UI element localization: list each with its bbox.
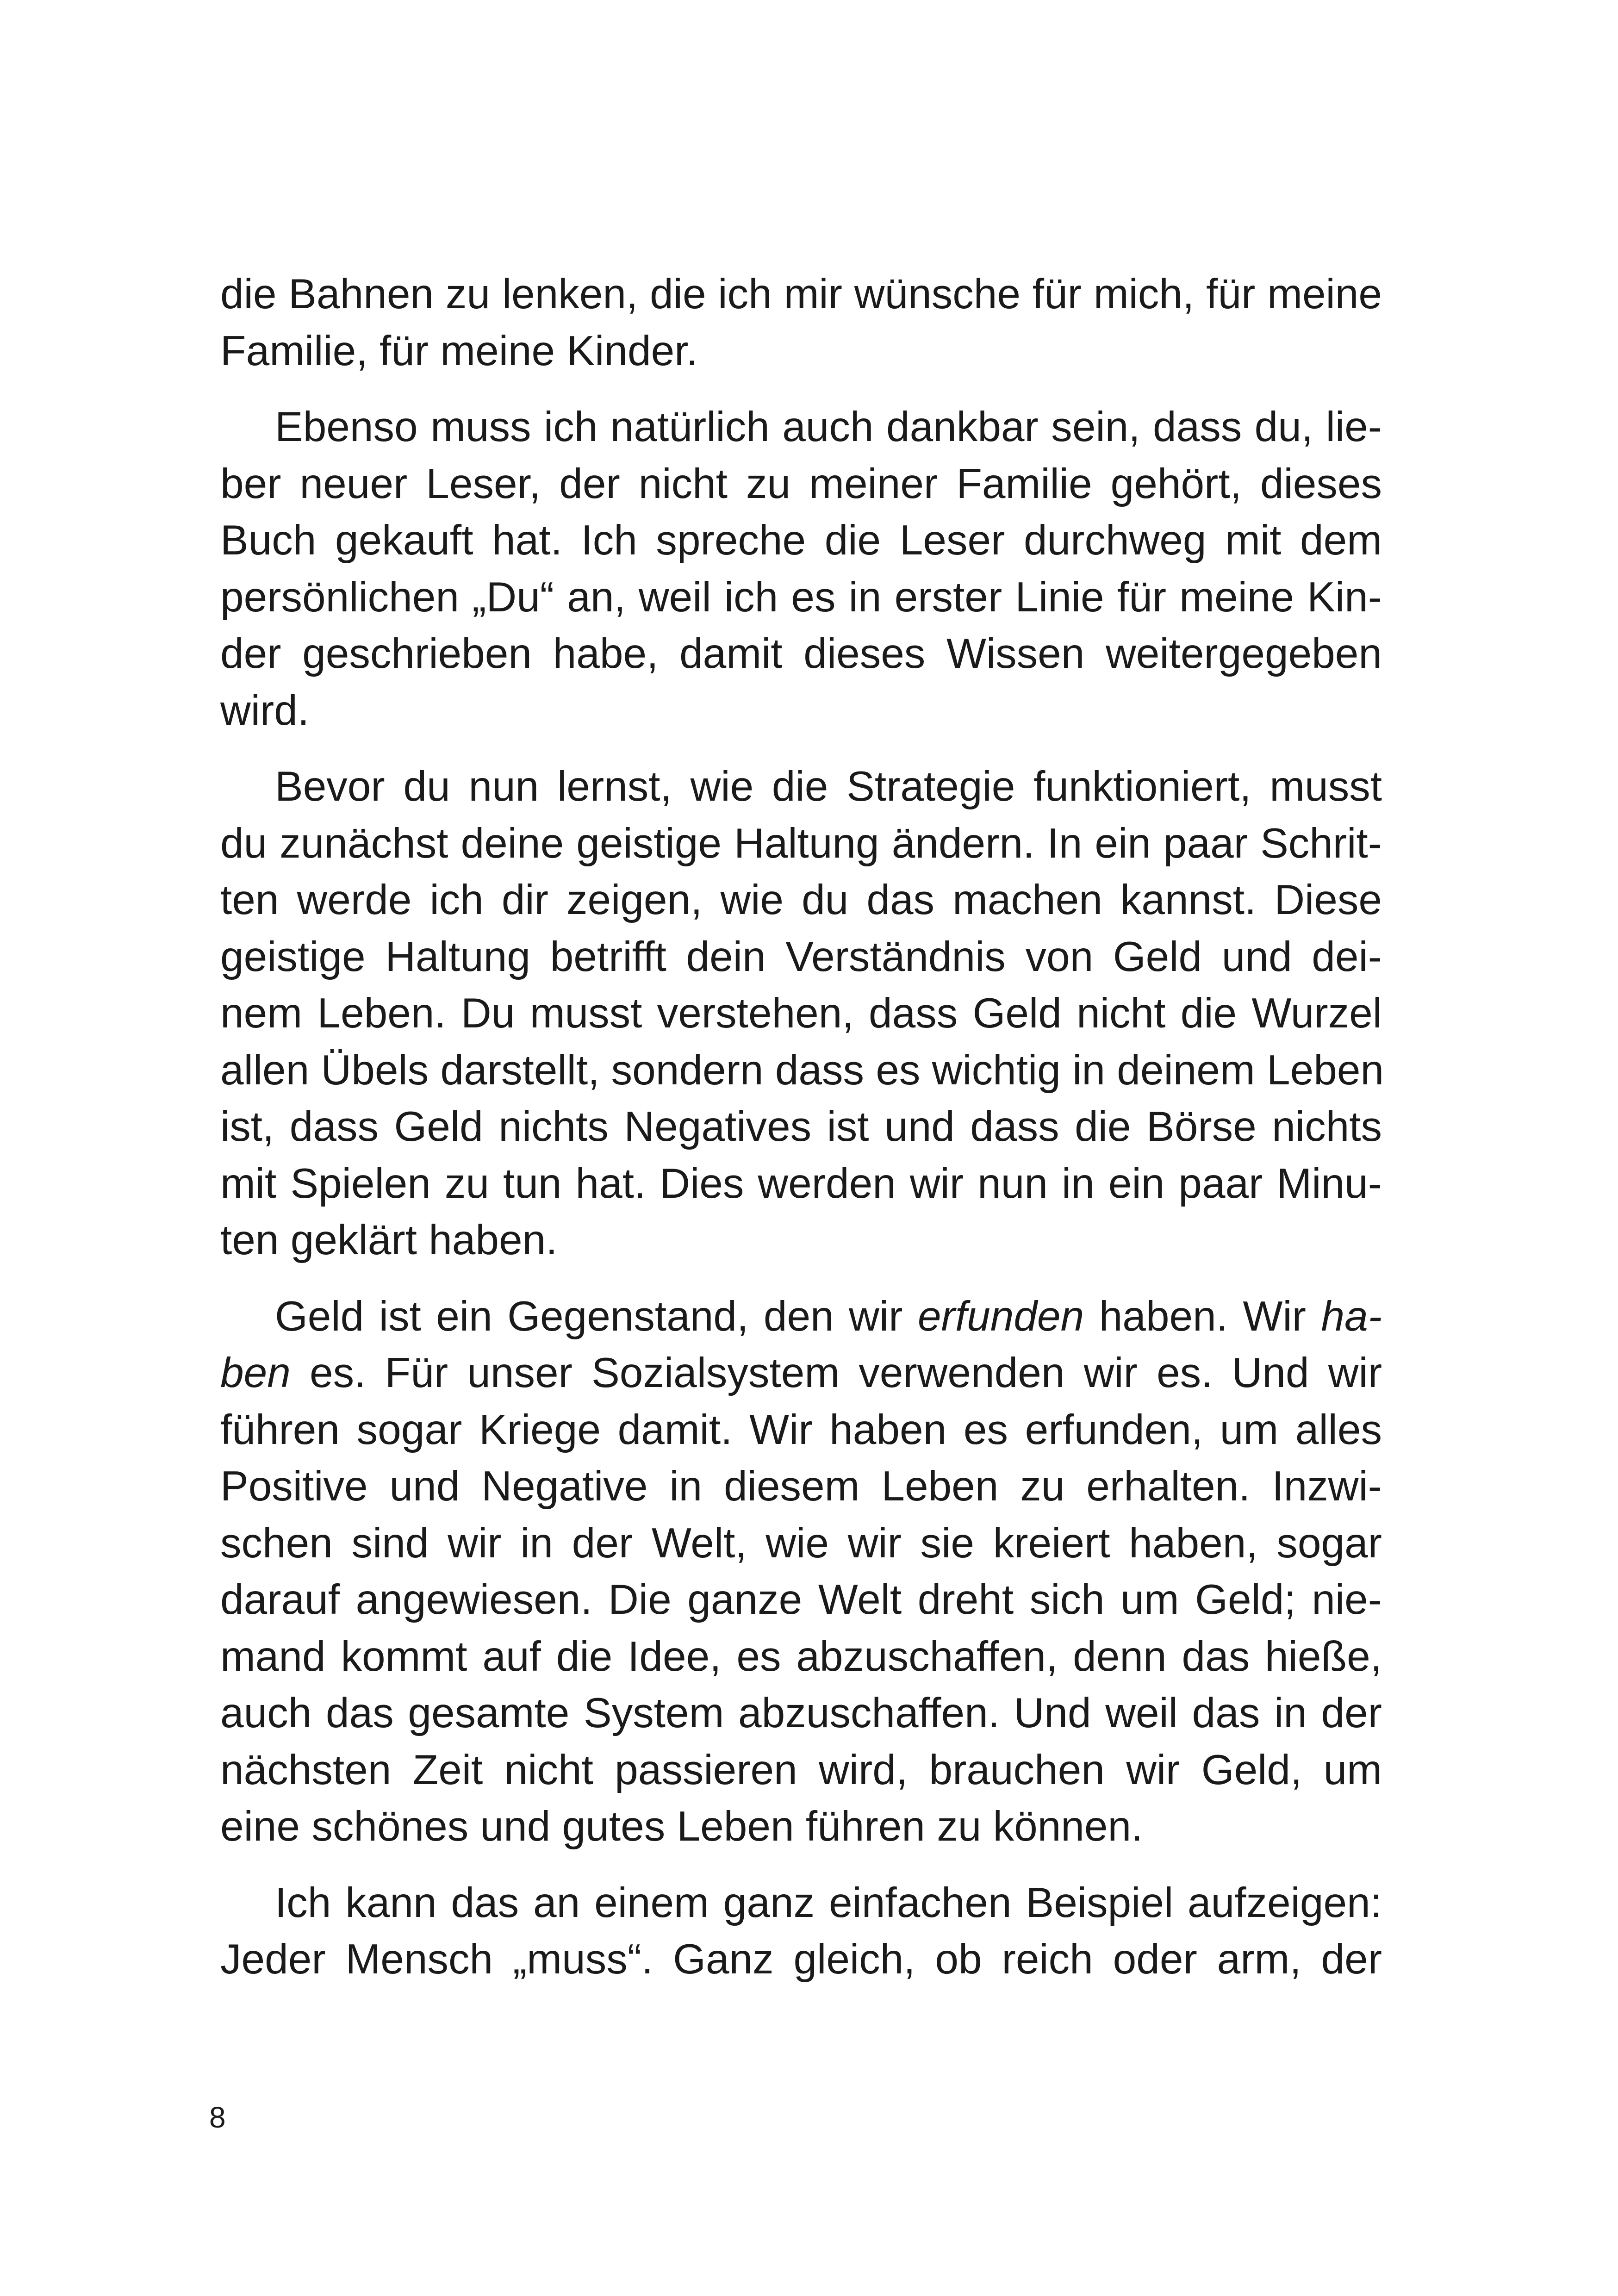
text-line: ten werde ich dir zeigen, wie du das machen kannst. Diese xyxy=(220,877,1382,923)
text-line: Jeder Mensch „muss“. Ganz gleich, ob reich oder arm, der xyxy=(220,1936,1382,1983)
paragraph xyxy=(220,399,1382,739)
italic-text: ha- xyxy=(1321,1293,1382,1340)
text-run: es. Für unser Sozialsystem verwenden wir es. Und wir xyxy=(290,1350,1382,1396)
text-line: Familie, für meine Kinder. xyxy=(220,327,698,374)
text-line: Positive und Negative in diesem Leben zu erhalten. Inzwi- xyxy=(220,1463,1382,1510)
text-line: führen sogar Kriege damit. Wir haben es erfunden, um alles xyxy=(220,1406,1382,1453)
italic-text: ben xyxy=(220,1350,291,1396)
text-run: haben. Wir xyxy=(1084,1293,1321,1340)
text-line: du zunächst deine geistige Haltung ändern. In ein paar Schrit- xyxy=(220,820,1382,867)
paragraph xyxy=(220,759,1382,1269)
text-line: auch das gesamte System abzuschaffen. Und weil das in der xyxy=(220,1690,1382,1736)
text-line: wird. xyxy=(220,687,310,734)
text-line xyxy=(220,1345,1382,1402)
text-line xyxy=(220,1288,1382,1345)
text-line: geistige Haltung betrifft dein Verständnis von Geld und dei- xyxy=(220,933,1382,980)
text-line: ist, dass Geld nichts Negatives ist und dass die Börse nichts xyxy=(220,1103,1382,1150)
text-line: die Bahnen zu lenken, die ich mir wünsche für mich, für meine xyxy=(220,271,1382,317)
text-line: eine schönes und gutes Leben führen zu können. xyxy=(220,1803,1143,1850)
text-line: der geschrieben habe, damit dieses Wissen weitergegeben xyxy=(220,630,1382,677)
text-line: persönlichen „Du“ an, weil ich es in erster Linie für meine Kin- xyxy=(220,573,1382,621)
page-number: 8 xyxy=(209,2101,226,2134)
text-line: allen Übels darstellt, sondern dass es wichtig in deinem Leben xyxy=(220,1046,1384,1094)
text-line: schen sind wir in der Welt, wie wir sie kreiert haben, sogar xyxy=(220,1519,1382,1567)
text-line: Bevor du nun lernst, wie die Strategie funktioniert, musst xyxy=(275,763,1382,810)
text-line: mit Spielen zu tun hat. Dies werden wir nun in ein paar Minu- xyxy=(220,1160,1382,1207)
text-line: darauf angewiesen. Die ganze Welt dreht sich um Geld; nie- xyxy=(220,1576,1382,1623)
body-text xyxy=(220,266,1382,2008)
paragraph xyxy=(220,266,1382,380)
text-line: mand kommt auf die Idee, es abzuschaffen, denn das hieße, xyxy=(220,1633,1382,1680)
paragraph xyxy=(220,1875,1382,1988)
text-line: ten geklärt haben. xyxy=(220,1217,558,1263)
text-line: ber neuer Leser, der nicht zu meiner Familie gehört, dieses xyxy=(220,460,1382,507)
paragraph xyxy=(220,1288,1382,1855)
text-run: Geld ist ein Gegenstand, den wir xyxy=(275,1293,918,1340)
text-line: Buch gekauft hat. Ich spreche die Leser durchweg mit dem xyxy=(220,517,1382,564)
text-line: Ebenso muss ich natürlich auch dankbar sein, dass du, lie- xyxy=(275,404,1382,450)
text-line: nächsten Zeit nicht passieren wird, brauchen wir Geld, um xyxy=(220,1746,1382,1793)
text-line: Ich kann das an einem ganz einfachen Beispiel aufzeigen: xyxy=(275,1879,1382,1926)
text-line: nem Leben. Du musst verstehen, dass Geld nicht die Wurzel xyxy=(220,990,1382,1037)
italic-text: erfunden xyxy=(917,1293,1084,1340)
